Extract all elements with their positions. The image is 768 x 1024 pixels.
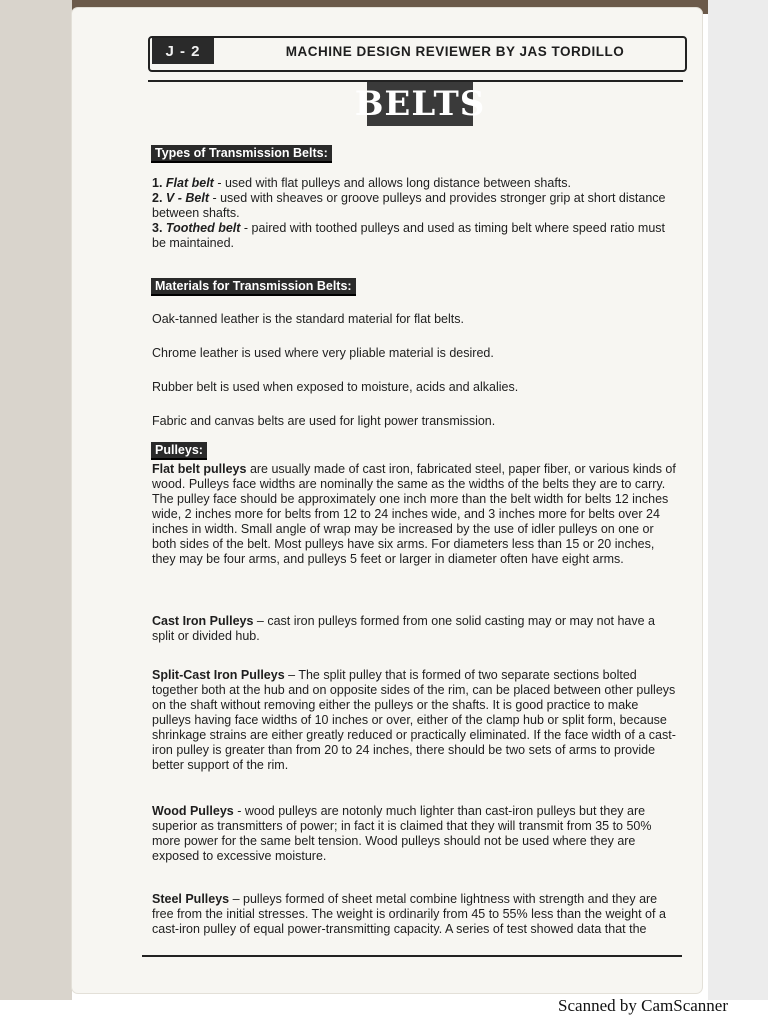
header-title: MACHINE DESIGN REVIEWER BY JAS TORDILLO (285, 44, 625, 59)
paragraph-text: – pulleys formed of sheet metal combine lightness with strength and they are free from the initial stresses. The weight is ordinarily from 45 to 55% less than the weight of a cast-iron pulley of equal power-transmitting capacity. A series of test showed data that the (152, 892, 666, 936)
flat-pulleys-paragraph (152, 462, 680, 567)
types-heading: Types of Transmission Belts: (151, 145, 332, 163)
term: Split-Cast Iron Pulleys (152, 668, 285, 682)
item-number: 1. (152, 176, 163, 190)
paragraph-text: – cast iron pulleys formed from one solid casting may or may not have a split or divided hub. (152, 614, 656, 643)
paragraph-text: – The split pulley that is formed of two separate sections bolted together both at the hub and on opposite sides of the rim, can be placed between other pulleys on the shaft without removing either the pulleys or the shafts. It is good practice to make pulleys having face widths of 10 inches or over, either of the clamp hub or split form, because shrinkage strains are either greatly reduced or practically eliminated. If the face width of a cast-iron pulley is greater than from 20 to 24 inches, there should be two sets of arms to provide better support of the rim. (152, 668, 676, 772)
paragraph-text: - wood pulleys are notonly much lighter than cast-iron pulleys but they are superior as transmitters of power; in fact it is claimed that they will transmit from 35 to 50% more power for the same belt tension. Wood pulleys should not be used where they are exposed to excessive moisture. (152, 804, 652, 863)
steel-pulleys-paragraph (152, 892, 680, 937)
list-item (152, 176, 680, 191)
term: Steel Pulleys (152, 892, 230, 906)
item-desc: - used with flat pulleys and allows long distance between shafts. (213, 176, 571, 190)
term: Cast Iron Pulleys (152, 614, 254, 628)
term: Wood Pulleys (152, 804, 234, 818)
types-list (152, 176, 680, 251)
item-term: Flat belt (165, 176, 214, 190)
split-cast-paragraph (152, 668, 680, 773)
material-line: Fabric and canvas belts are used for light power transmission. (152, 414, 496, 428)
item-number: 3. (152, 221, 163, 235)
footer-rule (142, 955, 682, 957)
material-line: Oak-tanned leather is the standard material for flat belts. (152, 312, 464, 326)
list-item (152, 191, 680, 221)
paragraph-text: are usually made of cast iron, fabricated steel, paper fiber, or various kinds of wood. Pulleys face widths are nominally the same as the widths of the belts they are to carry. The pulley face should be approximately one inch more than the belt width for belts 12 inches wide, 2 inches more for belts from 12 to 24 inches wide, and 3 inches more for belts over 24 inches in width. Small angle of wrap may be increased by the use of idler pulleys on one or both sides of the belt. Most pulleys have six arms. For diameters less than 15 or 20 inches, they may be four arms, and pulleys 5 feet or larger in diameter often have eight arms. (152, 462, 676, 566)
material-line: Rubber belt is used when exposed to moisture, acids and alkalies. (152, 380, 519, 394)
pulleys-heading: Pulleys: (151, 442, 207, 460)
item-number: 2. (152, 191, 163, 205)
page-title: BELTS (354, 84, 486, 124)
scanner-watermark: Scanned by CamScanner (558, 996, 728, 1015)
item-desc: - used with sheaves or groove pulleys and provides stronger grip at short distance between shafts. (152, 191, 666, 220)
list-item (152, 221, 680, 251)
page-code: J - 2 (152, 38, 214, 64)
term: Flat belt pulleys (152, 462, 247, 476)
wood-pulleys-paragraph (152, 804, 680, 864)
item-desc: - paired with toothed pulleys and used as timing belt where speed ratio must be maintained. (152, 221, 665, 250)
item-term: V - Belt (165, 191, 209, 205)
scan-background-left (0, 0, 72, 1000)
cast-iron-paragraph (152, 614, 680, 644)
item-term: Toothed belt (165, 221, 241, 235)
scan-background-right (708, 0, 768, 1000)
material-line: Chrome leather is used where very pliable material is desired. (152, 346, 494, 360)
materials-heading: Materials for Transmission Belts: (151, 278, 356, 296)
